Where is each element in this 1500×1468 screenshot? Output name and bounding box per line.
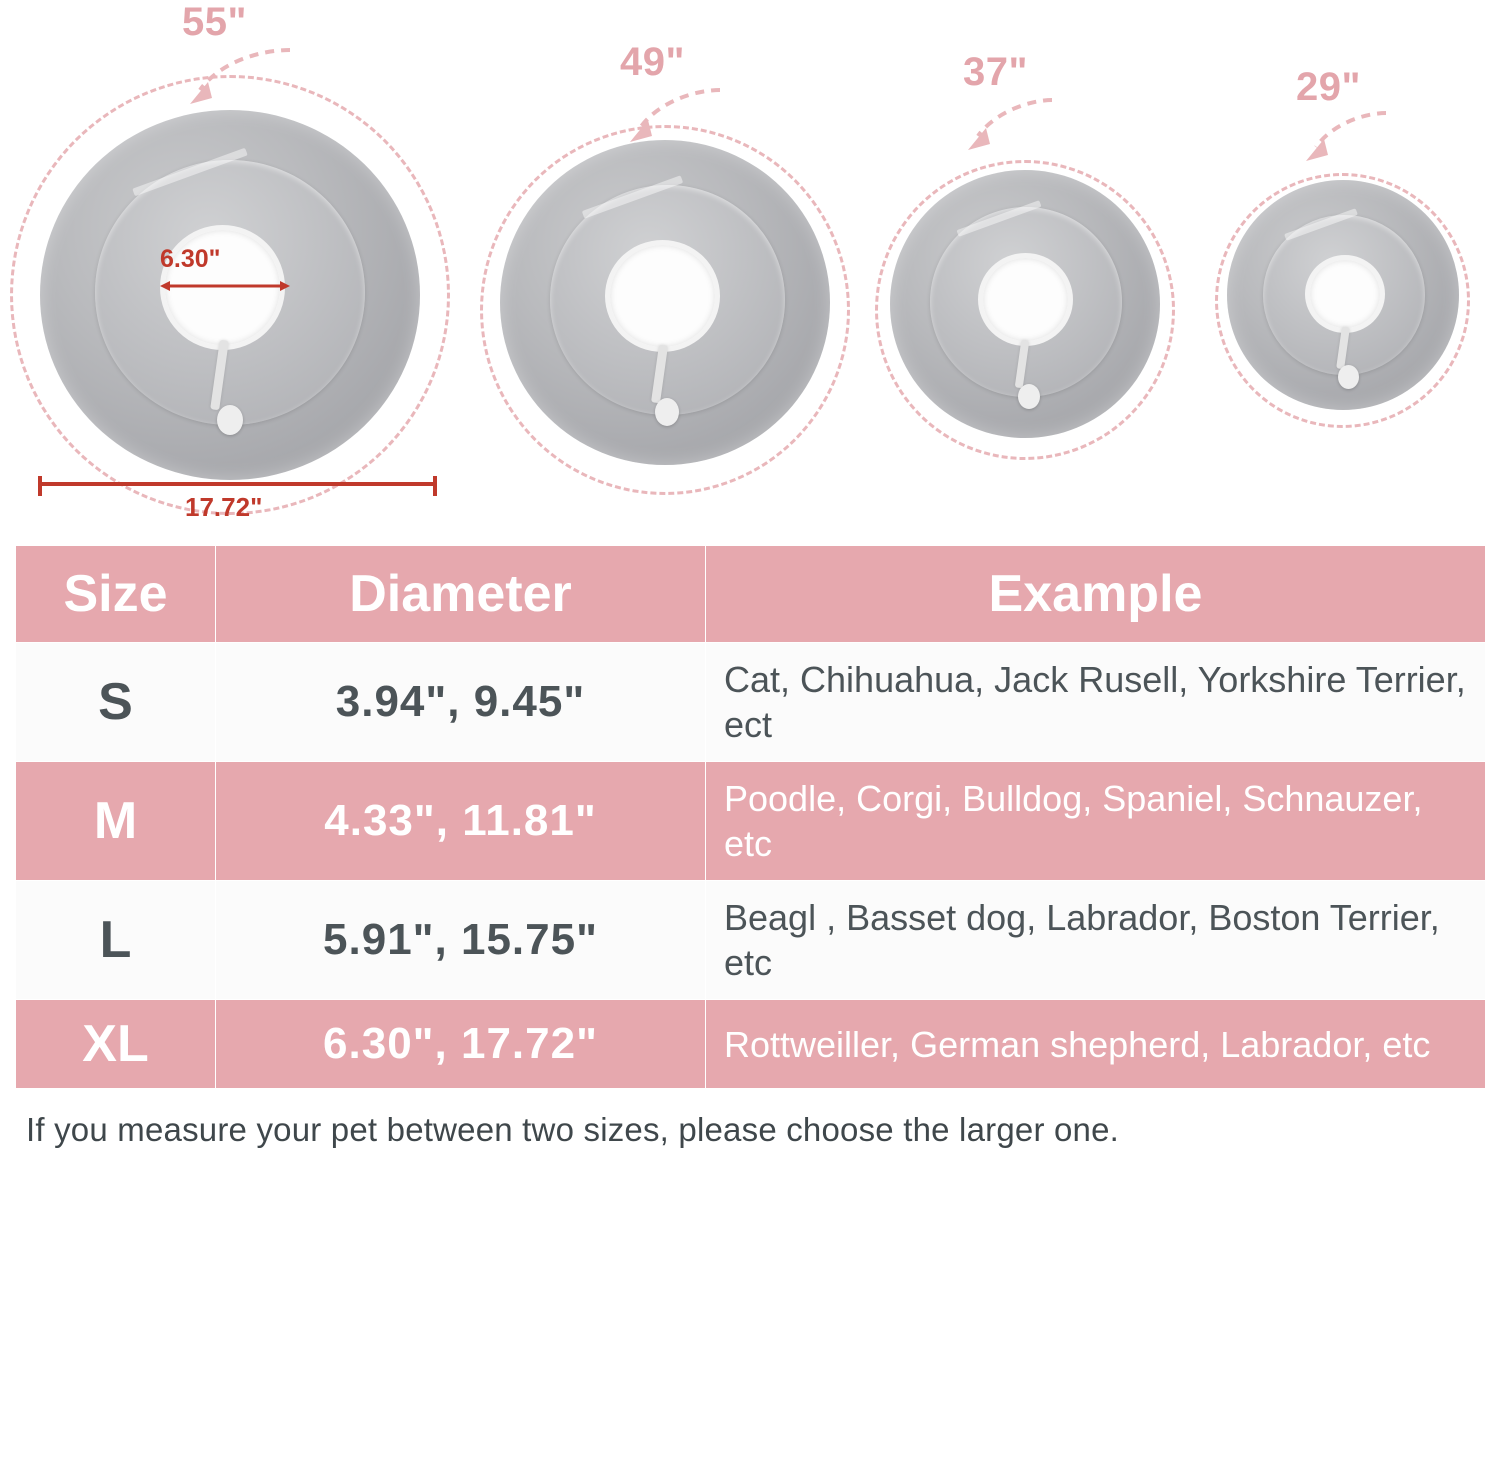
- outer-size-label-xl: 55": [182, 0, 247, 44]
- width-dimension-label-xl: 17.72": [185, 492, 263, 522]
- outer-size-label-s: 29": [1296, 65, 1361, 109]
- inner-diameter-arrow-xl: [160, 278, 290, 294]
- cell-size-m: M: [16, 762, 216, 881]
- outer-size-label-l: 49": [620, 40, 685, 84]
- cell-diameter-s: 3.94", 9.45": [216, 643, 706, 762]
- table-row: [16, 1000, 1486, 1089]
- neck-hole-m: [978, 253, 1073, 346]
- header-diameter: Diameter: [216, 546, 706, 643]
- strap-toggle-m: [1018, 384, 1040, 409]
- outer-size-arrow-xl: [160, 42, 300, 112]
- collar-m: [875, 135, 1195, 455]
- cell-size-l: L: [16, 881, 216, 1000]
- collar-illustration: [0, 0, 1500, 545]
- cell-example-s: Cat, Chihuahua, Jack Rusell, Yorkshire Terrier, ect: [706, 643, 1486, 762]
- cell-diameter-xl: 6.30", 17.72": [216, 1000, 706, 1089]
- table-row: [16, 762, 1486, 881]
- outer-size-label-m: 37": [963, 50, 1028, 94]
- strap-toggle-s: [1338, 365, 1359, 389]
- header-size: Size: [16, 546, 216, 643]
- table-row: [16, 643, 1486, 762]
- neck-hole-l: [605, 240, 720, 352]
- collar-l: [480, 95, 860, 485]
- outer-size-arrow-s: [1278, 105, 1393, 171]
- cell-example-xl: Rottweiller, German shepherd, Labrador, etc: [706, 1000, 1486, 1089]
- cell-diameter-m: 4.33", 11.81": [216, 762, 706, 881]
- strap-toggle-xl: [217, 405, 243, 435]
- inner-diameter-label-xl: 6.30": [160, 245, 221, 273]
- sizing-footnote: If you measure your pet between two sizes, please choose the larger one.: [26, 1111, 1120, 1148]
- cell-size-xl: XL: [16, 1000, 216, 1089]
- outer-size-arrow-l: [600, 82, 730, 150]
- header-example: Example: [706, 546, 1486, 643]
- cell-example-l: Beagl , Basset dog, Labrador, Boston Terrier, etc: [706, 881, 1486, 1000]
- cell-example-m: Poodle, Corgi, Bulldog, Spaniel, Schnauzer, etc: [706, 762, 1486, 881]
- strap-toggle-l: [655, 398, 679, 426]
- neck-hole-s: [1305, 255, 1385, 333]
- table-header-row: [16, 546, 1486, 643]
- outer-size-arrow-m: [940, 92, 1060, 160]
- cell-size-s: S: [16, 643, 216, 762]
- cell-diameter-l: 5.91", 15.75": [216, 881, 706, 1000]
- size-table: [15, 545, 1486, 1089]
- collar-s: [1215, 155, 1485, 445]
- table-row: [16, 881, 1486, 1000]
